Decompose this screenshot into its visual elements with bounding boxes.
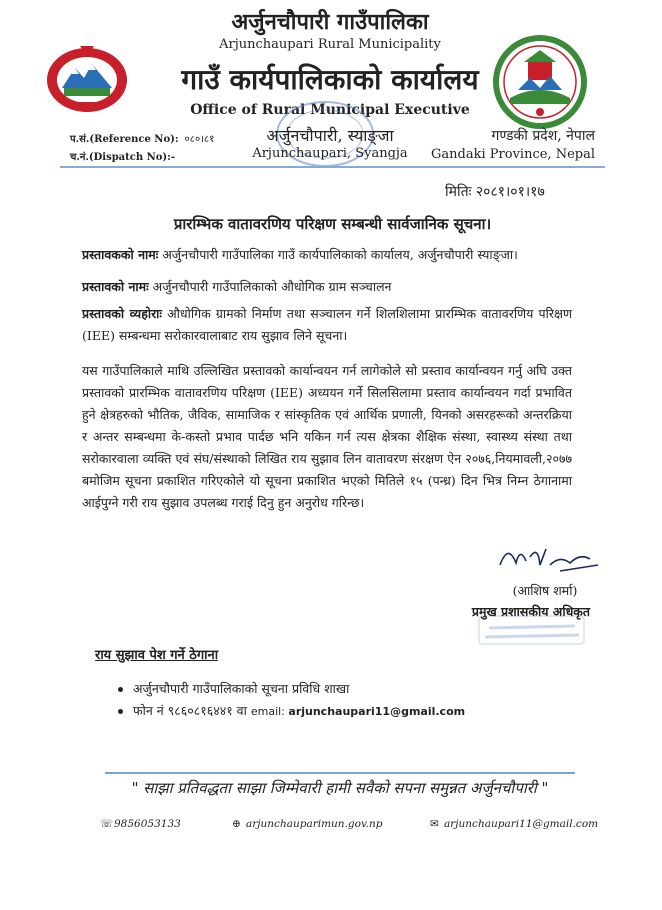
footer-website[interactable]: [232, 818, 382, 830]
office-name-nepali: गाउँ कार्यपालिकाको कार्यालय: [181, 63, 479, 96]
dispatch-label: च.नं.(Dispatch No):-: [70, 152, 176, 163]
footer-phone[interactable]: [100, 818, 181, 830]
details-value: औधोगिक ग्रामको निर्माण तथा सञ्चालन गर्ने शिलशिलामा प्रारम्भिक वातावरणिय परिक्षण (IEE) सम्बन्धमा सरोकारवालाबाट राय सुझाव लिने सूचना।: [82, 306, 572, 343]
footer-phone-number: 9856053133: [114, 818, 181, 830]
footer-divider: [105, 772, 575, 774]
list-item: [118, 680, 349, 697]
phone-icon: ☏: [100, 818, 114, 830]
reference-label: प.सं.(Reference No):: [70, 134, 179, 145]
municipality-name-nepali: अर्जुनचौपारी गाउँपालिका: [231, 9, 429, 35]
contact-item-it-branch: अर्जुनचौपारी गाउँपालिकाको सूचना प्रविधि शाखा: [133, 681, 350, 696]
province-nepali: गण्डकी प्रदेश, नेपाल: [491, 128, 595, 144]
reference-number: [70, 131, 214, 145]
footer-email[interactable]: [430, 818, 598, 830]
email-label: email:: [250, 705, 285, 718]
signatory-name: (आशिष शर्मा): [512, 583, 578, 598]
province-english: Gandaki Province, Nepal: [431, 147, 595, 162]
signature-stamp: [475, 610, 590, 650]
footer-website-url: arjunchauparimun.gov.np: [246, 818, 383, 830]
office-name-english: Office of Rural Municipal Executive: [190, 102, 470, 118]
contact-email[interactable]: [251, 705, 465, 718]
email-address-link[interactable]: arjunchaupari11@gmail.com: [288, 705, 466, 718]
details-label: प्रस्तावको व्यहोराः: [82, 306, 162, 321]
bullet-icon: [118, 687, 123, 692]
reference-value: ०८०।८१: [184, 134, 215, 145]
proponent-line: [82, 244, 572, 266]
details-line: [82, 303, 572, 347]
footer-email-address: arjunchaupari11@gmail.com: [444, 818, 599, 830]
footer-motto: " साझा प्रतिवद्धता साझा जिम्मेवारी हामी सवैको सपना समुन्नत अर्जुनचौपारी ": [131, 779, 549, 797]
address-english: Arjunchaupari, Syangja: [252, 146, 408, 161]
bullet-icon: [118, 709, 123, 714]
proponent-value: अर्जुनचौपारी गाउँपालिका गाउँ कार्यपालिकाको कार्यालय, अर्जुनचौपारी स्याङ्जा।: [162, 247, 518, 262]
list-item: [118, 702, 465, 719]
contact-heading: राय सुझाव पेश गर्ने ठेगाना: [95, 648, 219, 663]
letter-date: मितिः २०८१।०१।१७: [445, 184, 545, 200]
proposal-value: अर्जुनचौपारी गाउँपालिकाको औधोगिक ग्राम सञ्चालन: [152, 279, 392, 294]
municipality-name-english: Arjunchaupari Rural Municipality: [219, 37, 441, 52]
proposal-line: [82, 276, 572, 298]
proponent-label: प्रस्तावकको नामः: [82, 247, 159, 262]
address-nepali: अर्जुनचौपारी, स्याङ्जा: [266, 126, 394, 145]
nepal-emblem-logo: [40, 40, 135, 115]
notice-title: प्रारम्भिक वातावरणिय परिक्षण सम्बन्धी सार्वजानिक सूचना।: [173, 215, 492, 233]
contact-item-phone: फोन नं ९८६०८१६४४१ वा: [133, 703, 247, 718]
signatory-title: प्रमुख प्रशासकीय अधिकृत: [471, 604, 590, 619]
header-divider: [60, 166, 605, 168]
main-paragraph: यस गाउँपालिकाले माथि उल्लिखित प्रस्तावको कार्यान्वयन गर्न लागेकोले सो प्रस्ताव कार्यान्वयन गर्नु अघि उक्त प्रस्तावको प्रारम्भिक वातावरणिय परिक्षण (IEE) अध्ययन गर्ने सिलसिलामा प्रस्ताव कार्यान्वयन गर्दा प्रभावित हुने क्षेत्रहरुको भौतिक, जैविक, सामाजिक र सांस्कृतिक एवं आर्थिक प्रणाली, यिनको असरहरूको अन्तरक्रिया र अन्तर सम्बन्धमा के-कस्तो प्रभाव पार्दछ भनि यकिन गर्न त्यस क्षेत्रका शैक्षिक संस्था, स्वास्थ्य संस्था तथा सरोकारवाला व्यक्ति एवं संघ/संस्थाको लिखित राय सुझाव लिन वातावरण संरक्षण ऐन २०७६,नियमावली,२०७७ बमोजिम सूचना प्रकाशित गरिएकोले यो सूचना प्रकाशित भएको मितिले १५ (पन्ध्र) दिन भित्र निम्न ठेगानामा आईपुग्ने गरी राय सुझाव उपलब्ध गराई दिनु हुन अनुरोध गरिन्छ।: [82, 363, 572, 510]
mail-icon: ✉: [430, 818, 439, 830]
proposal-label: प्रस्तावको नामः: [82, 279, 149, 294]
globe-icon: ⊕: [232, 818, 241, 830]
handwritten-signature: [490, 535, 605, 580]
